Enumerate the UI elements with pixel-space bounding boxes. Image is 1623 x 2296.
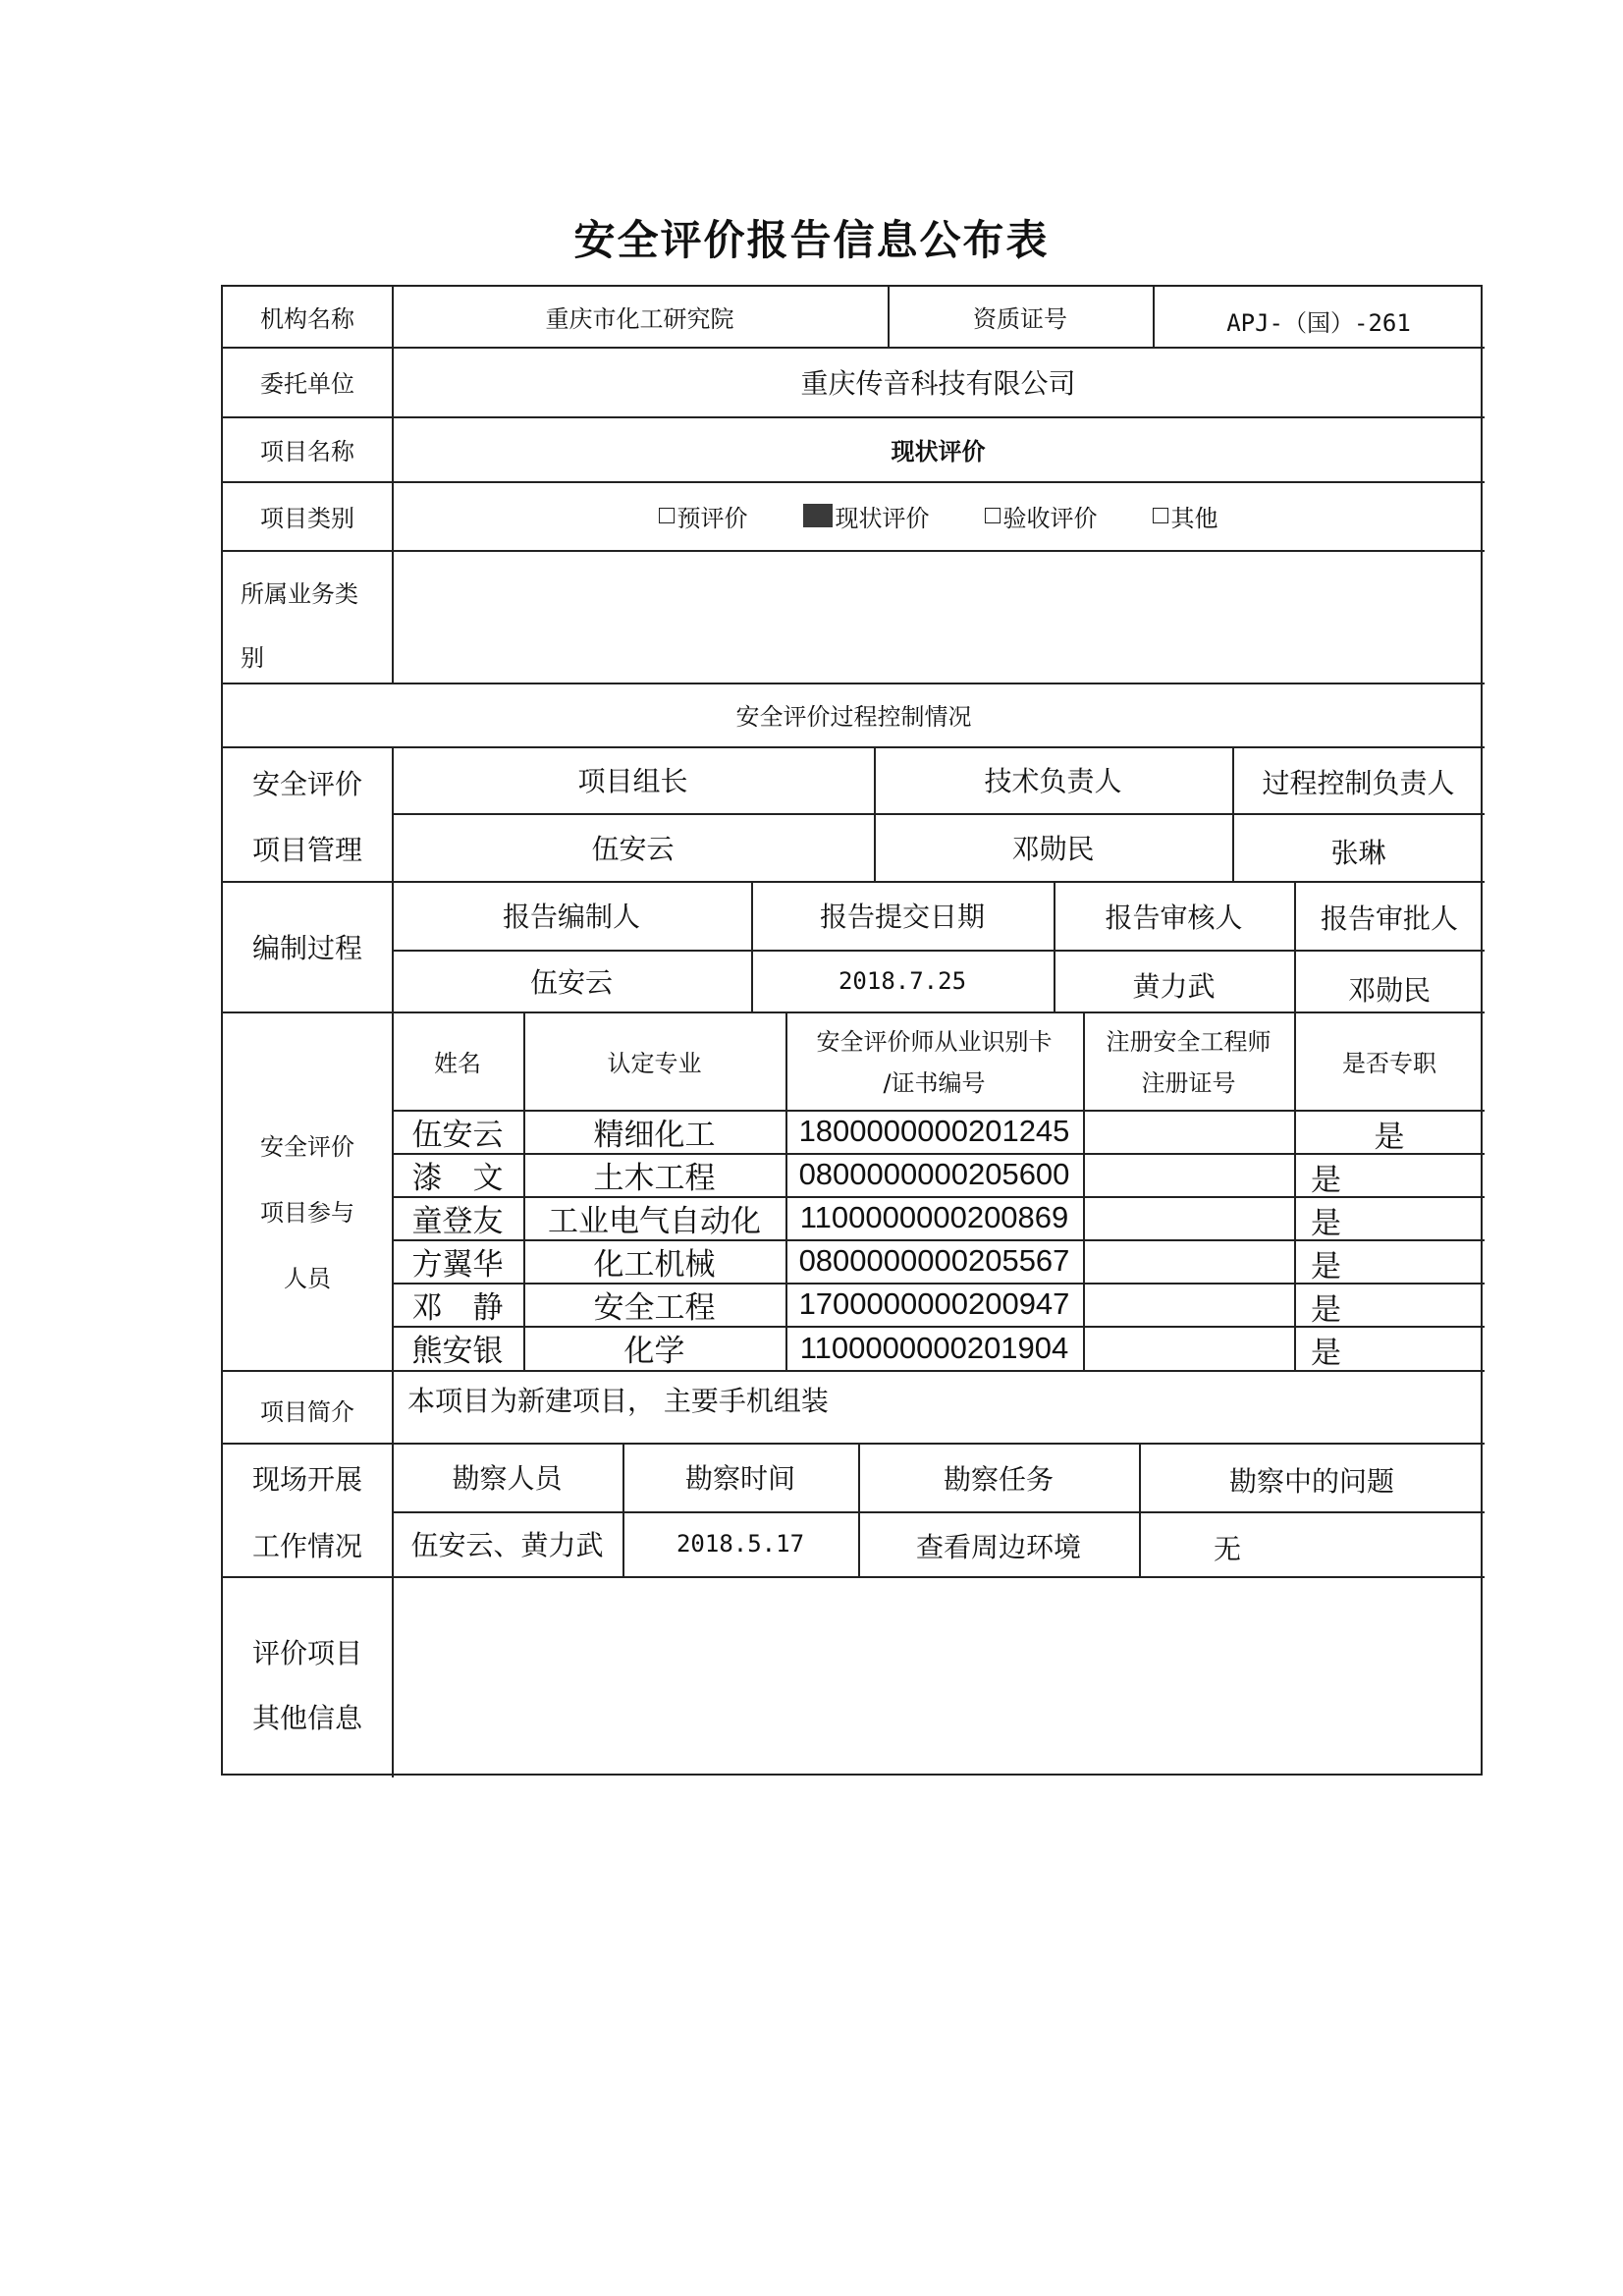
compilation-header-date: 报告提交日期	[819, 901, 985, 933]
management-process: 张琳	[1330, 836, 1386, 869]
management-header-process: 过程控制负责人	[1262, 767, 1455, 799]
category-option-acceptance[interactable]: 验收评价	[985, 499, 1098, 533]
other-label-line1: 评价项目	[251, 1637, 362, 1669]
compilation-header-author: 报告编制人	[502, 901, 640, 933]
participant-name: 邓 静	[411, 1289, 504, 1326]
checkbox-icon	[985, 508, 1001, 523]
other-value	[392, 1576, 1485, 1776]
management-label-line1: 安全评价	[251, 768, 362, 800]
management-header-leader: 项目组长	[577, 765, 688, 797]
participant-fulltime: 是	[1374, 1119, 1405, 1155]
business-value	[392, 550, 1485, 683]
participant-major: 安全工程	[593, 1289, 716, 1326]
participant-major: 化学	[623, 1334, 685, 1369]
participant-fulltime: 是	[1311, 1336, 1341, 1371]
compilation-label: 编制过程	[251, 931, 362, 964]
management-header-tech: 技术负责人	[984, 765, 1122, 797]
fieldwork-label-line1: 现场开展	[251, 1463, 362, 1496]
category-options	[392, 481, 1485, 550]
fieldwork-staff: 伍安云、黄力武	[410, 1529, 604, 1561]
fieldwork-header-staff: 勘察人员	[452, 1462, 563, 1495]
compilation-header-approver: 报告审批人	[1320, 902, 1458, 935]
client-name: 重庆传音科技有限公司	[800, 366, 1076, 400]
org-name-label: 机构名称	[260, 305, 354, 333]
project-name: 现状评价	[891, 437, 986, 465]
participant-major: 精细化工	[593, 1117, 716, 1153]
participant-name: 熊安银	[411, 1334, 504, 1369]
participant-card: 1100000000200869	[799, 1200, 1069, 1234]
participant-card: 0800000000205567	[798, 1243, 1070, 1278]
summary-label: 项目简介	[260, 1398, 354, 1426]
participant-name: 伍安云	[411, 1117, 504, 1153]
participants-header-major: 认定专业	[607, 1049, 702, 1077]
business-label-line1: 所属业务类	[241, 579, 358, 608]
compilation-reviewer: 黄力武	[1132, 969, 1216, 1003]
cert-number: APJ-（国）-261	[1226, 309, 1411, 337]
participant-reg	[1083, 1110, 1294, 1153]
participants-header-name: 姓名	[434, 1049, 481, 1077]
participant-card: 1100000000201904	[799, 1330, 1069, 1365]
category-label: 项目类别	[260, 504, 354, 532]
participants-header-card-line2: /证书编号	[883, 1068, 986, 1097]
participant-major: 土木工程	[593, 1160, 716, 1196]
participants-header-reg-line2: 注册证号	[1141, 1068, 1236, 1097]
org-name: 重庆市化工研究院	[545, 305, 734, 333]
category-option-current[interactable]: 现状评价	[803, 499, 930, 533]
participant-reg	[1083, 1239, 1294, 1283]
info-table	[221, 285, 1483, 1776]
management-label-line2: 项目管理	[251, 834, 362, 866]
participant-reg	[1083, 1326, 1294, 1370]
fieldwork-header-task: 勘察任务	[943, 1463, 1054, 1496]
participant-reg	[1083, 1153, 1294, 1196]
checkbox-icon	[659, 508, 675, 523]
page-title: 安全评价报告信息公布表	[573, 216, 1050, 264]
process-section-title: 安全评价过程控制情况	[735, 703, 972, 731]
fieldwork-issues: 无	[1213, 1533, 1241, 1565]
participant-fulltime: 是	[1311, 1291, 1341, 1328]
category-option-pre[interactable]: 预评价	[659, 499, 748, 533]
participant-card: 0800000000205600	[798, 1157, 1070, 1191]
checkbox-icon	[1153, 508, 1168, 523]
participant-name: 童登友	[411, 1203, 504, 1239]
participant-major: 工业电气自动化	[548, 1203, 761, 1239]
participant-reg	[1083, 1283, 1294, 1326]
participants-label-line1: 安全评价	[260, 1132, 354, 1161]
checkbox-checked-icon	[803, 504, 833, 527]
participant-reg	[1083, 1196, 1294, 1239]
participants-header-reg-line1: 注册安全工程师	[1106, 1027, 1271, 1056]
fieldwork-label-line2: 工作情况	[251, 1530, 362, 1562]
management-tech: 邓勋民	[1011, 832, 1095, 865]
compilation-author: 伍安云	[529, 965, 613, 999]
participant-fulltime: 是	[1311, 1162, 1341, 1198]
category-option-other[interactable]: 其他	[1153, 499, 1218, 533]
fieldwork-header-time: 勘察时间	[684, 1462, 795, 1495]
participant-card: 1800000000201245	[798, 1114, 1070, 1148]
participant-name: 方翼华	[411, 1246, 504, 1283]
compilation-date: 2018.7.25	[838, 966, 967, 995]
fieldwork-header-issues: 勘察中的问题	[1228, 1465, 1394, 1498]
compilation-approver: 邓勋民	[1347, 973, 1431, 1007]
participants-label-line3: 人员	[284, 1264, 331, 1292]
participant-name: 漆 文	[411, 1160, 504, 1196]
business-label-line2: 别	[241, 643, 264, 672]
participant-major: 化工机械	[593, 1246, 716, 1283]
project-label: 项目名称	[260, 437, 354, 465]
other-label-line2: 其他信息	[251, 1702, 362, 1734]
participants-header-fulltime: 是否专职	[1342, 1049, 1436, 1077]
participant-fulltime: 是	[1311, 1248, 1341, 1285]
management-leader: 伍安云	[591, 832, 675, 865]
participant-card: 1700000000200947	[798, 1286, 1070, 1321]
fieldwork-time: 2018.5.17	[676, 1530, 805, 1558]
client-label: 委托单位	[260, 370, 354, 398]
cert-label: 资质证号	[973, 305, 1067, 333]
participant-fulltime: 是	[1311, 1205, 1341, 1241]
fieldwork-task: 查看周边环境	[915, 1531, 1081, 1563]
summary-value: 本项目为新建项目， 主要手机组装	[407, 1385, 829, 1417]
participants-label-line2: 项目参与	[260, 1198, 354, 1227]
compilation-header-reviewer: 报告审核人	[1105, 902, 1243, 934]
participants-header-card-line1: 安全评价师从业识别卡	[816, 1027, 1053, 1056]
